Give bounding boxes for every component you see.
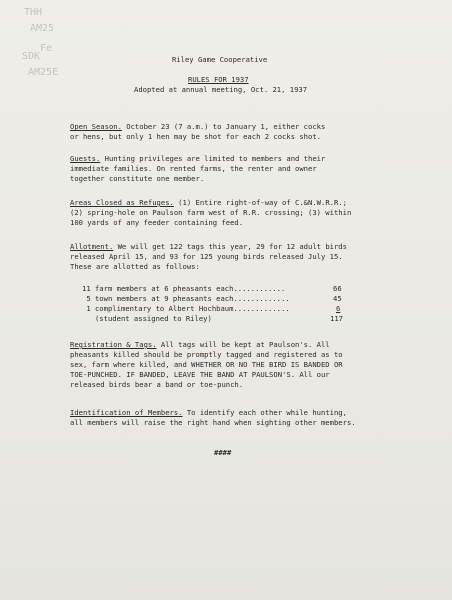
bleed-text: AM25E	[28, 67, 59, 78]
bleed-text: THH	[24, 7, 43, 18]
guests-heading: Guests.	[70, 154, 101, 163]
open-season-text: October 23 (7 a.m.) to January 1, either cocks	[121, 122, 326, 131]
registration-line	[70, 340, 330, 350]
refuges-line	[70, 198, 347, 208]
page-title: RULES FOR 1937	[188, 75, 249, 84]
registration-text: sex, farm where killed, and WHETHER OR NO THE BIRD IS BANDED OR	[70, 360, 343, 369]
allotment-row: (student assigned to Riley)	[82, 314, 212, 323]
bleed-text: AM25	[30, 23, 55, 34]
identification-text: all members will raise the right hand when sighting other members.	[70, 418, 356, 427]
allotment-row: 5 town members at 9 pheasants each.............	[82, 294, 290, 303]
allotment-total: 117	[330, 314, 343, 323]
allotment-line	[70, 242, 347, 252]
open-season-text: or hens, but only 1 hen may be shot for each 2 cocks shot.	[70, 132, 321, 141]
page-subtitle: Adopted at annual meeting, Oct. 21, 1937	[134, 85, 308, 94]
guests-text: together constitute one member.	[70, 174, 205, 183]
open-season-line	[70, 122, 325, 132]
identification-heading: Identification of Members.	[70, 408, 183, 417]
registration-text: All tags will be kept at Paulson's. All	[156, 340, 330, 349]
allotment-text: released April 15, and 93 for 125 young birds released July 15.	[70, 252, 343, 261]
refuges-text: 100 yards of any feeder containing feed.	[70, 218, 244, 227]
allotment-heading: Allotment.	[70, 242, 114, 251]
refuges-heading: Areas Closed as Refuges.	[70, 198, 174, 207]
refuges-text: (2) spring-hole on Paulson farm west of R.R. crossing; (3) within	[70, 208, 352, 217]
allotment-row: 11 farm members at 6 pheasants each............	[82, 284, 286, 293]
identification-text: To identify each other while hunting,	[182, 408, 347, 417]
registration-text: pheasants killed should be promptly tagged and registered as to	[70, 350, 343, 359]
identification-line	[70, 408, 347, 418]
registration-text: released birds bear a band or toe-punch.	[70, 380, 244, 389]
bleed-text: SDK	[22, 51, 41, 62]
registration-text: TOE-PUNCHED. IF BANDED, LEAVE THE BAND AT PAULSON'S. All our	[70, 370, 330, 379]
allotment-row-value: 66	[333, 284, 342, 293]
org-name: Riley Game Cooperative	[172, 55, 268, 64]
bleed-text: Fe	[40, 43, 53, 54]
allotment-row: 1 complimentary to Albert Hochbaum.............	[82, 304, 290, 313]
guests-text: immediate families. On rented farms, the renter and owner	[70, 164, 317, 173]
allotment-text: We will get 122 tags this year, 29 for 12 adult birds	[113, 242, 347, 251]
refuges-text: (1) Entire right-of-way of C.&N.W.R.R.;	[173, 198, 347, 207]
end-mark: ####	[214, 448, 232, 457]
open-season-heading: Open Season.	[70, 122, 122, 131]
allotment-row-value: 45	[333, 294, 342, 303]
guests-text: Hunting privileges are limited to members and their	[100, 154, 326, 163]
allotment-row-value: 6	[336, 304, 341, 313]
guests-line	[70, 154, 325, 164]
registration-heading: Registration & Tags.	[70, 340, 157, 349]
allotment-text: These are allotted as follows:	[70, 262, 200, 271]
